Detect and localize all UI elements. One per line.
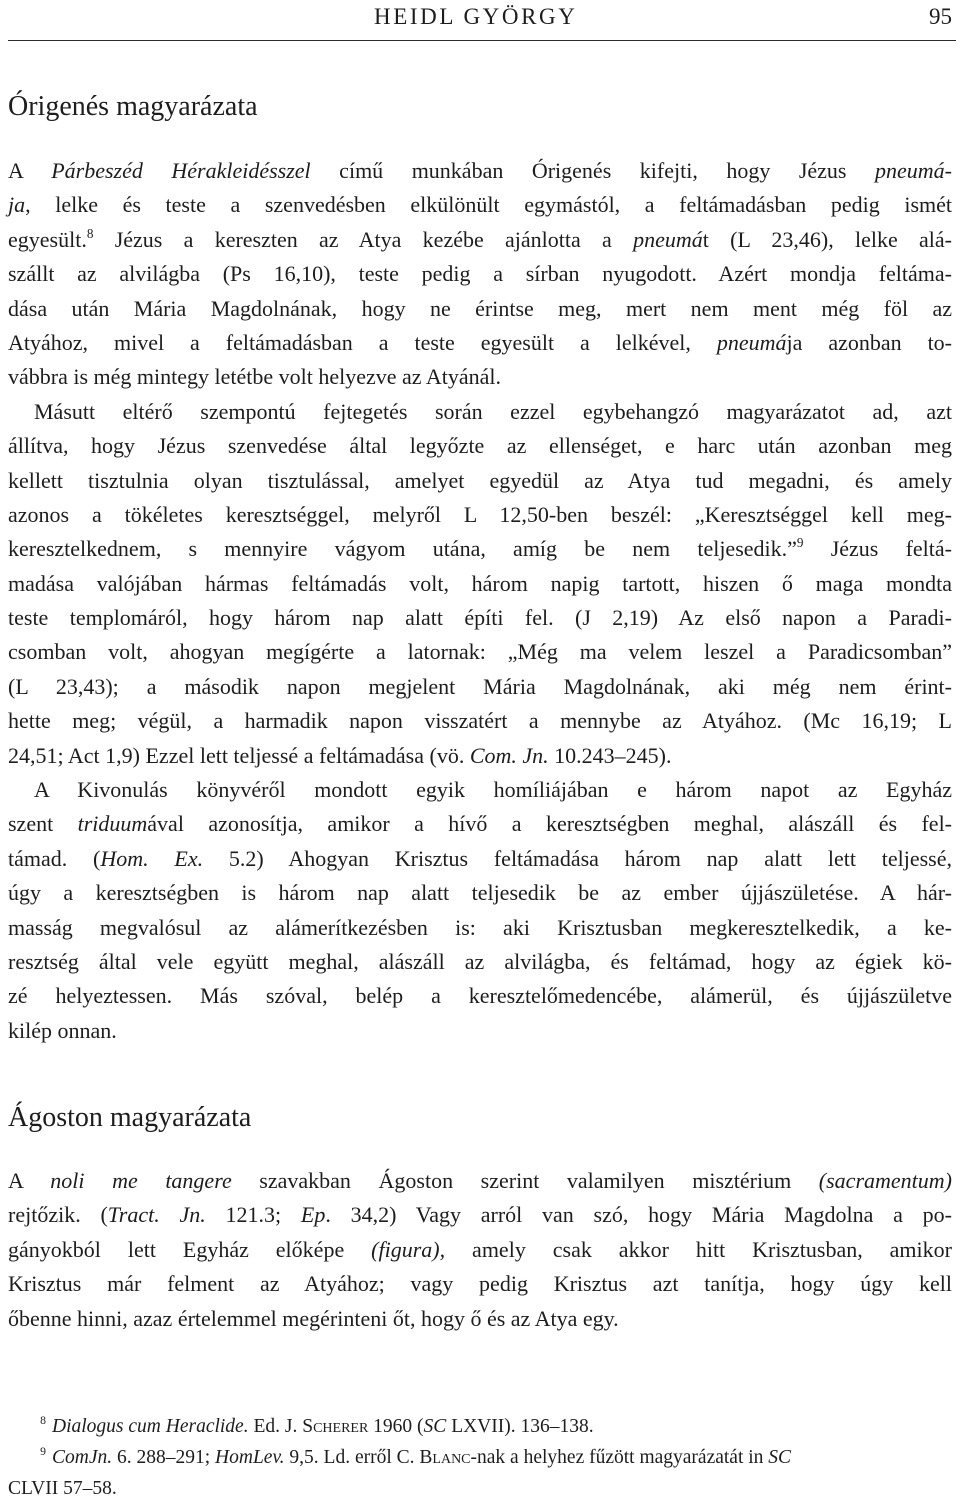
page-number: 95 <box>929 4 952 29</box>
footnote-8: $^8$ Dialogus cum Heraclide. Ed. J. Scherer 1960 (SC LXVII). 136–138. <box>40 1413 594 1437</box>
header-rule <box>8 40 956 41</box>
running-head-author: HEIDL GYÖRGY <box>374 4 578 29</box>
section-heading-augustine: Ágoston magyarázata <box>8 1102 252 1133</box>
running-header <box>0 0 960 40</box>
body-text-augustine: A noli me tangere szavakban Ágoston szerint valamilyen misztérium (sacramentum) rejtőzik. (Tract. Jn. 121.3; Ep. 34,2) Vagy arról van szó, hogy Mária Magdolna a po- gányokból lett Egyház előképe (figura), amely csak akkor hitt Krisztusban, amikor Krisztus már felment az Atyához; vagy pedig Krisztus azt tanítja, hogy úgy kell őbenne hinni, azaz értelemmel megérinteni őt, hogy ő és az Atya egy. <box>8 1168 952 1331</box>
body-text-origen: A Párbeszéd Hérakleidésszel című munkában Órigenés kifejti, hogy Jézus pneumá- ja, lelke és teste a szenvedésben elkülönült egymástól, a feltámadásban pedig ismét egyesült.$^8$ Jézus a kereszten az Atya kezébe ajánlotta a pneumát (L 23,46), lelke alá- szállt az alvilágba (Ps 16,10), teste pedig a sírban nyugodott. Azért mondja feltáma- dása után Mária Magdolnának, hogy ne érintse meg, mert nem ment még föl az Atyához, mivel a feltámadásban a teste egyesült a lelkével, pneumája azonban to- vábbra is még mintegy letétbe volt helyezve az Atyánál. Másutt eltérő szempontú fejtegetés során ezzel egybehangzó magyarázatot ad, azt állítva, hogy Jézus szenvedése által legyőzte az ellenséget, e harc után azonban meg kellett tisztulnia olyan tisztulással, amelyet egyedül az Atya tud megadni, és amely azonos a tökéletes keresztséggel, melyről L 12,50-ben beszél: „Keresztséggel kell meg- keresztelkednem, s mennyire vágyom utána, amíg be nem teljesedik.”$^9$ Jézus feltá- madása valójában hármas feltámadás volt, három napig tartott, hiszen ő maga mondta teste templomáról, hogy három nap alatt építi fel. (J 2,19) Az első napon a Paradi- csomban volt, ahogyan megígérte a latornak: „Még ma velem leszel a Paradicsomban” (L 23,43); a második napon megjelent Mária Magdolnának, aki még nem érint- hette meg; végül, a harmadik napon visszatért a mennybe az Atyához. (Mc 16,19; L 24,51; Act 1,9) Ezzel lett teljessé a feltámadása (vö. Com. Jn. 10.243–245). A Kivonulás könyvéről mondott egyik homíliájában e három napot az Egyház szent triduumával azonosítja, amikor a hívő a keresztségben meghal, alászáll és fel- támad. (Hom. Ex. 5.2) Ahogyan Krisztus feltámadása három nap alatt lett teljessé, úgy a keresztségben is három nap alatt teljesedik be az ember újjászületése. A hár- masság megvalósul az alámerítkezésben is: aki Krisztusban megkeresztelkedik, a ke- resztség által vele együtt meghal, alászáll az alvilágba, és feltámad, hogy az égiek kö- zé helyeztessen. Más szóval, belép a keresztelőmedencébe, alámerül, és újjászületve kilép onnan. <box>8 158 953 1043</box>
section-heading-origen: Órigenés magyarázata <box>8 91 258 122</box>
footnote-9: $^9$ ComJn. 6. 288–291; HomLev. 9,5. Ld. erről C. Blanc-nak a helyhez fűzött magyarázatát in SC CLVII 57–58. <box>8 1444 792 1499</box>
